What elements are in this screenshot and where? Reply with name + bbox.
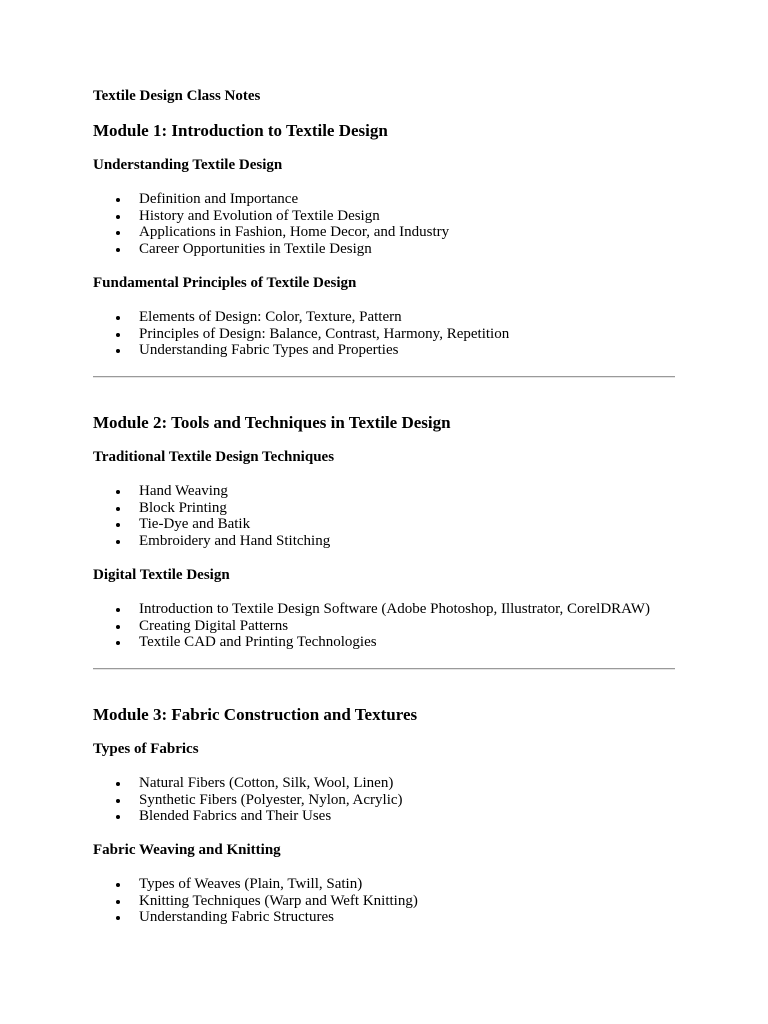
module-title: Module 1: Introduction to Textile Design [93,121,388,140]
list-item [93,241,449,258]
list-item [93,533,330,550]
list-item [93,634,650,651]
list-item [93,516,330,533]
list-item-text: Natural Fibers (Cotton, Silk, Wool, Linen) [139,775,394,791]
list-item-text: Creating Digital Patterns [139,617,289,634]
list-item-text: Career Opportunities in Textile Design [139,241,372,258]
bullet-icon [116,625,120,629]
bullet-icon [116,883,120,887]
list-item [93,500,330,517]
list-item-text: Applications in Fashion, Home Decor, and Industry [139,224,450,241]
list-item-text: Understanding Fabric Structures [139,909,334,926]
list-item [93,618,650,635]
list-item-text: Principles of Design: Balance, Contrast, Harmony, Repetition [139,325,510,342]
list-item [93,309,509,326]
bullet-list [93,775,403,825]
section-title: Fabric Weaving and Knitting [93,842,281,858]
list-item-text: Hand Weaving [139,483,228,499]
list-item [93,792,403,809]
bullet-list [93,483,330,550]
bullet-icon [116,248,120,252]
bullet-icon [116,490,120,494]
list-item [93,876,418,893]
list-item-text: Introduction to Textile Design Software (Adobe Photoshop, Illustrator, CorelDRAW) [139,601,650,617]
bullet-icon [116,349,120,353]
list-item-text: History and Evolution of Textile Design [139,207,380,224]
list-item [93,208,449,225]
list-item-text: Definition and Importance [139,191,299,207]
list-item [93,326,509,343]
bullet-icon [116,523,120,527]
list-item [93,775,403,792]
list-item [93,601,650,618]
list-item-text: Tie-Dye and Batik [139,516,251,533]
section-title: Understanding Textile Design [93,157,283,173]
list-item-text: Textile CAD and Printing Technologies [139,634,377,651]
list-item-text: Types of Weaves (Plain, Twill, Satin) [139,876,363,892]
bullet-icon [116,782,120,786]
list-item [93,224,449,241]
bullet-list [93,309,509,359]
list-item-text: Knitting Techniques (Warp and Weft Knitting) [139,892,418,909]
section-title: Types of Fabrics [93,741,199,757]
module-2 [93,413,675,651]
bullet-icon [116,333,120,337]
list-item-text: Block Printing [139,499,227,516]
list-item-text: Elements of Design: Color, Texture, Pattern [139,309,402,325]
bullet-icon [116,608,120,612]
bullet-icon [116,316,120,320]
bullet-list [93,601,650,651]
bullet-icon [116,540,120,544]
module-3 [93,705,675,926]
document-title: Textile Design Class Notes [93,88,261,104]
list-item-text: Understanding Fabric Types and Properties [139,342,399,359]
bullet-icon [116,815,120,819]
section-title: Traditional Textile Design Techniques [93,449,335,465]
list-item [93,893,418,910]
module-title: Module 3: Fabric Construction and Textures [93,705,418,724]
bullet-icon [116,231,120,235]
bullet-icon [116,641,120,645]
bullet-icon [116,916,120,920]
section-title: Fundamental Principles of Textile Design [93,275,357,291]
bullet-icon [116,900,120,904]
list-item [93,483,330,500]
bullet-icon [116,198,120,202]
list-item [93,191,449,208]
section-title: Digital Textile Design [93,567,230,583]
module-title: Module 2: Tools and Techniques in Textile Design [93,413,451,432]
bullet-icon [116,507,120,511]
bullet-list [93,191,449,258]
module-1 [93,121,675,359]
bullet-icon [116,799,120,803]
list-item [93,909,418,926]
horizontal-divider [93,376,675,378]
bullet-list [93,876,418,926]
horizontal-divider [93,668,675,670]
list-item-text: Synthetic Fibers (Polyester, Nylon, Acrylic) [139,791,403,808]
list-item [93,342,509,359]
list-item-text: Embroidery and Hand Stitching [139,533,331,550]
list-item-text: Blended Fabrics and Their Uses [139,808,332,825]
list-item [93,808,403,825]
bullet-icon [116,215,120,219]
